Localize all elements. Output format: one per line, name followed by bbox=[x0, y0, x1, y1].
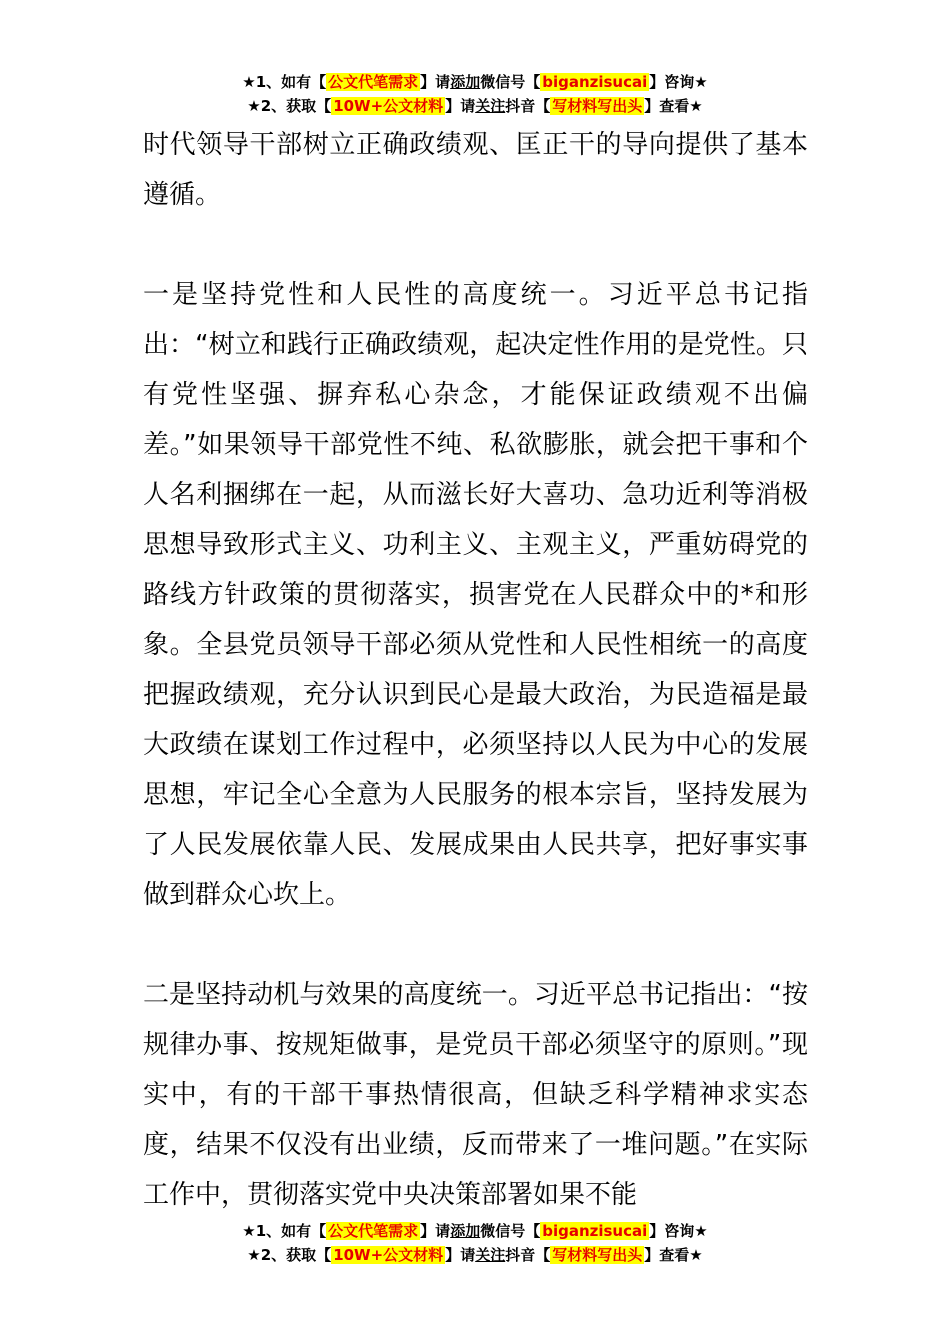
promo-text: 抖音【 bbox=[505, 97, 551, 115]
paragraph-spacer bbox=[143, 220, 808, 270]
promo-text: 微信号【 bbox=[480, 1222, 541, 1240]
promo-text: 】请 bbox=[445, 1246, 476, 1264]
promo-text: 微信号【 bbox=[480, 73, 541, 91]
promo-text: 】请 bbox=[420, 73, 451, 91]
promo-text: ★1、如有【 bbox=[242, 73, 327, 91]
promo-text: 】查看★ bbox=[644, 1246, 703, 1264]
promo-text: 】咨询★ bbox=[649, 73, 708, 91]
promo-text: 】请 bbox=[420, 1222, 451, 1240]
promo-text: ★2、获取【 bbox=[247, 1246, 332, 1264]
promo-line-1 bbox=[0, 70, 950, 94]
promo-text: ★2、获取【 bbox=[247, 97, 332, 115]
promo-douyin-id: 写材料写出头 bbox=[552, 97, 643, 115]
promo-highlight: 10W+公文材料 bbox=[333, 97, 444, 115]
promo-wechat-id: biganzisucai bbox=[542, 1222, 648, 1240]
promo-emphasis: 添加 bbox=[450, 1222, 481, 1240]
promo-text: 】请 bbox=[445, 97, 476, 115]
promo-highlight: 公文代笔需求 bbox=[328, 73, 419, 91]
promo-emphasis: 添加 bbox=[450, 73, 481, 91]
promo-wechat-id: biganzisucai bbox=[542, 73, 648, 91]
promo-douyin-id: 写材料写出头 bbox=[552, 1246, 643, 1264]
promo-highlight: 10W+公文材料 bbox=[333, 1246, 444, 1264]
paragraph-point-one: 一是坚持党性和人民性的高度统一。习近平总书记指出：“树立和践行正确政绩观，起决定性作用的是党性。只有党性坚强、摒弃私心杂念，才能保证政绩观不出偏差。”如果领导干部党性不纯、私欲膨胀，就会把干事和个人名利捆绑在一起，从而滋长好大喜功、急功近利等消极思想导致形式主义、功利主义、主观主义，严重妨碍党的路线方针政策的贯彻落实，损害党在人民群众中的*和形象。全县党员领导干部必须从党性和人民性相统一的高度把握政绩观，充分认识到民心是最大政治，为民造福是最大政绩在谋划工作过程中，必须坚持以人民为中心的发展思想，牢记全心全意为人民服务的根本宗旨，坚持发展为了人民发展依靠人民、发展成果由人民共享，把好事实事做到群众心坎上。 bbox=[143, 280, 808, 910]
promo-emphasis: 关注 bbox=[475, 1246, 506, 1264]
paragraph-spacer bbox=[143, 920, 808, 970]
promo-text: 】咨询★ bbox=[649, 1222, 708, 1240]
promo-line-1 bbox=[0, 1219, 950, 1243]
promo-text: 】查看★ bbox=[644, 97, 703, 115]
document-body bbox=[143, 120, 808, 1220]
footer-promo-banner bbox=[0, 1219, 950, 1267]
paragraph-point-two: 二是坚持动机与效果的高度统一。习近平总书记指出：“按规律办事、按规矩做事，是党员干部必须坚守的原则。”现实中，有的干部干事热情很高，但缺乏科学精神求实态度，结果不仅没有出业绩，反而带来了一堆问题。”在实际工作中，贯彻落实党中央决策部署如果不能 bbox=[143, 980, 808, 1210]
promo-emphasis: 关注 bbox=[475, 97, 506, 115]
promo-text: 抖音【 bbox=[505, 1246, 551, 1264]
promo-text: ★1、如有【 bbox=[242, 1222, 327, 1240]
paragraph-intro-tail: 时代领导干部树立正确政绩观、匡正干的导向提供了基本遵循。 bbox=[143, 130, 808, 210]
promo-line-2 bbox=[0, 1243, 950, 1267]
header-promo-banner bbox=[0, 70, 950, 118]
promo-highlight: 公文代笔需求 bbox=[328, 1222, 419, 1240]
promo-line-2 bbox=[0, 94, 950, 118]
